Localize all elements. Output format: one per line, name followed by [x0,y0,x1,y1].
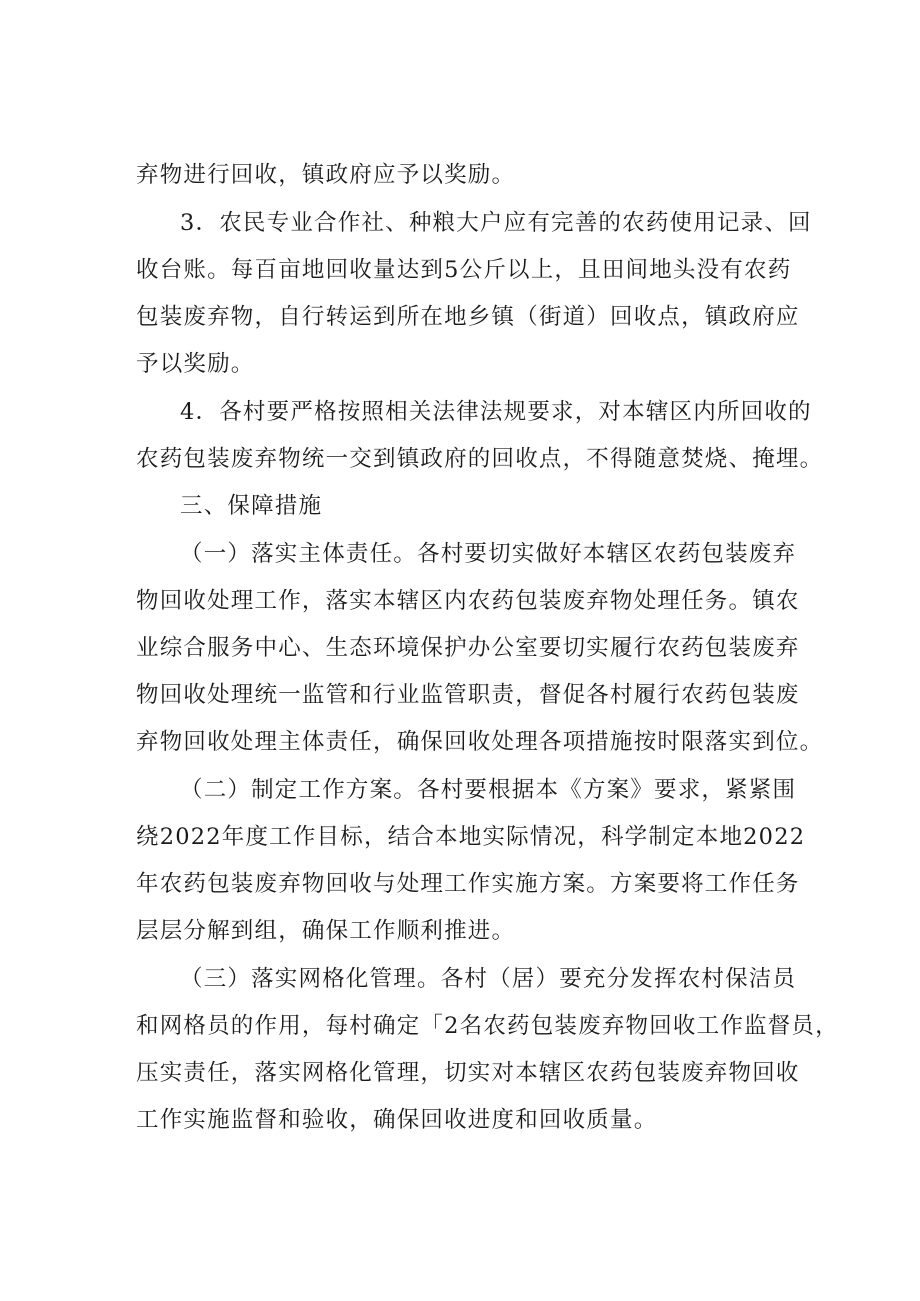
paragraph-item-4-line-1: 4．各村要严格按照相关法律法规要求，对本辖区内所回收的 [180,399,812,425]
text-line: 物回收处理统一监管和行业监管职责，督促各村履行农药包装废 [136,682,800,708]
text-line: 业综合服务中心、生态环境保护办公室要切实履行农药包装废弃 [136,635,800,661]
text-line: 弃物回收处理主体责任，确保回收处理各项措施按时限落实到位。 [136,729,824,755]
text-line: 绕2022年度工作目标，结合本地实际情况，科学制定本地2022 [136,824,806,850]
text-line: 工作实施监督和验收，确保回收进度和回收质量。 [136,1107,658,1133]
text-line: 予以奖励。 [136,351,255,377]
section-heading: 三、保障措施 [180,493,323,519]
text-line: 层层分解到组，确保工作顺利推进。 [136,918,516,944]
text-line: 年农药包装废弃物回收与处理工作实施方案。方案要将工作任务 [136,871,800,897]
paragraph-3-line-1: （三）落实网格化管理。各村（居）要充分发挥农村保洁员 [180,966,797,992]
text-line: 和网格员的作用，每村确定「2名农药包装废弃物回收工作监督员， [136,1013,839,1039]
paragraph-item-3-line-1: 3．农民专业合作社、种粮大户应有完善的农药使用记录、回 [180,210,812,236]
text-line: 包装废弃物，自行转运到所在地乡镇（街道）回收点，镇政府应 [136,304,800,330]
paragraph-2-line-1: （二）制定工作方案。各村要根据本《方案》要求，紧紧围 [180,777,797,803]
text-line: 农药包装废弃物统一交到镇政府的回收点，不得随意焚烧、掩埋。 [136,446,824,472]
text-line: 弃物进行回收，镇政府应予以奖励。 [136,162,516,188]
text-line: 物回收处理工作，落实本辖区内农药包装废弃物处理任务。镇农 [136,588,800,614]
text-line: 压实责任，落实网格化管理，切实对本辖区农药包装废弃物回收 [136,1060,800,1086]
text-line: 收台账。每百亩地回收量达到5公斤以上，且田间地头没有农药 [136,257,792,283]
paragraph-1-line-1: （一）落实主体责任。各村要切实做好本辖区农药包装废弃 [180,541,797,567]
